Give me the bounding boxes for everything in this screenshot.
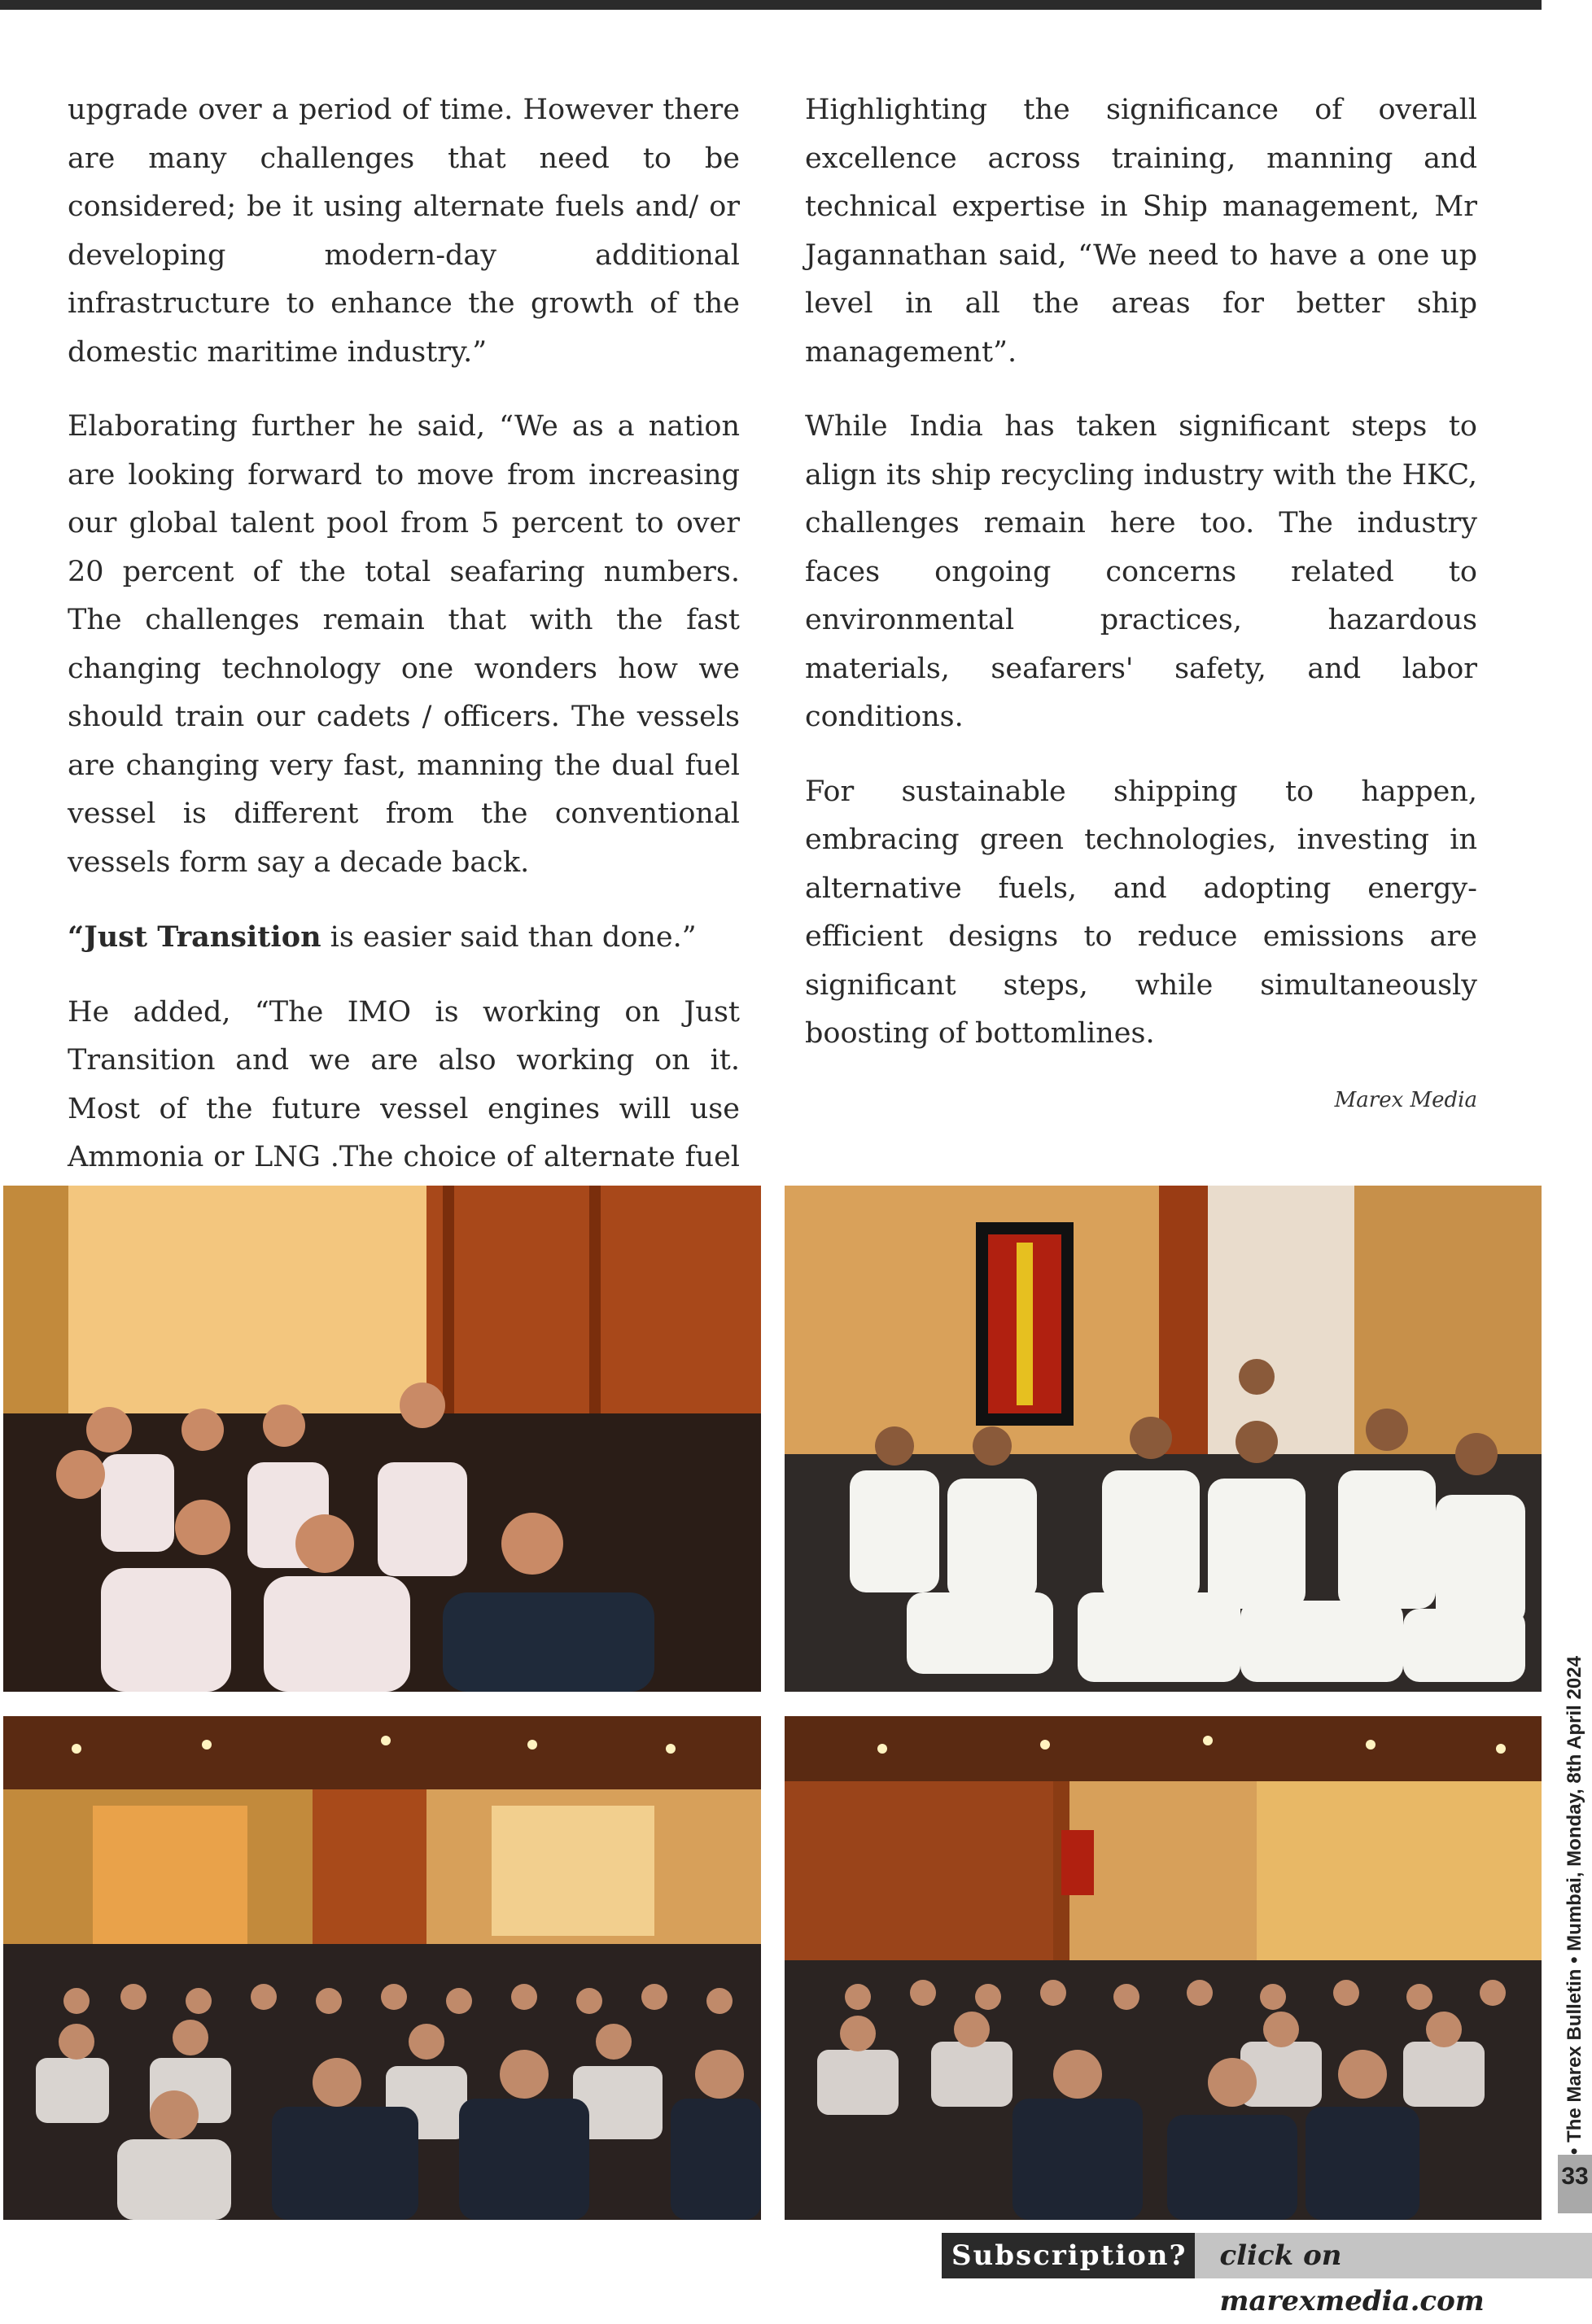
paragraph: While India has taken significant steps to align its ship recycling industry with the HKC, challenges remain here too. The industry faces ongoing concerns related to environmental practices, hazardous materials, seafarers' safety, and labor conditions. <box>805 410 1477 733</box>
page-number: 33 <box>1561 2163 1589 2190</box>
running-head: • The Marex Bulletin • Mumbai, Monday, 8th April 2024 <box>1564 1656 1585 2155</box>
paragraph: For sustainable shipping to happen, embracing green technologies, investing in alternative fuels, and adopting energy-efficient designs to reduce emissions are significant steps, while simultaneously boosting of bottomlines. <box>805 775 1477 1050</box>
event-photo-delegates-front <box>3 1186 761 1692</box>
article-left-column <box>68 86 740 1256</box>
bold-phrase: “Just Transition <box>68 920 321 954</box>
subscription-link[interactable]: click on marexmedia.com <box>1195 2233 1592 2278</box>
byline-credit: Marex Media <box>1334 1087 1477 1112</box>
subscription-banner[interactable] <box>942 2233 1592 2317</box>
paragraph-rest: is easier said than done.” <box>321 921 697 954</box>
paragraph: Elaborating further he said, “We as a nation are looking forward to move from increasing our global talent pool from 5 percent to over 20 percent of the total seafaring numbers. The challenges remain that with the fast changing technology one wonders how we should train our cadets / officers. The vessels are changing very fast, manning the dual fuel vessel is different from the conventional vessels form say a decade back. <box>68 410 740 879</box>
paragraph: upgrade over a period of time. However there are many challenges that need to be considered; be it using alternate fuels and/ or developing modern-day additional infrastructure to enhance the growth of the domestic maritime industry.” <box>68 94 740 369</box>
event-photo-audience-side <box>785 1716 1542 2220</box>
paragraph: Highlighting the significance of overall excellence across training, manning and technical expertise in Ship management, Mr Jagannathan said, “We need to have a one up level in all the areas for better ship management”. <box>805 94 1477 369</box>
top-rule <box>0 0 1542 10</box>
subscription-label: Subscription? <box>942 2233 1195 2278</box>
event-photo-cadets <box>785 1186 1542 1692</box>
event-photo-audience-wide <box>3 1716 761 2220</box>
paragraph-just-transition <box>68 913 740 963</box>
article-right-column <box>805 86 1477 1125</box>
page-sidebar <box>1558 1530 1592 2213</box>
paragraph: He added, “The IMO is working on Just Transition and we are also working on it. Most of the future vessel engines will use Ammonia or LNG .The choice of alternate fuel <box>68 995 740 1173</box>
